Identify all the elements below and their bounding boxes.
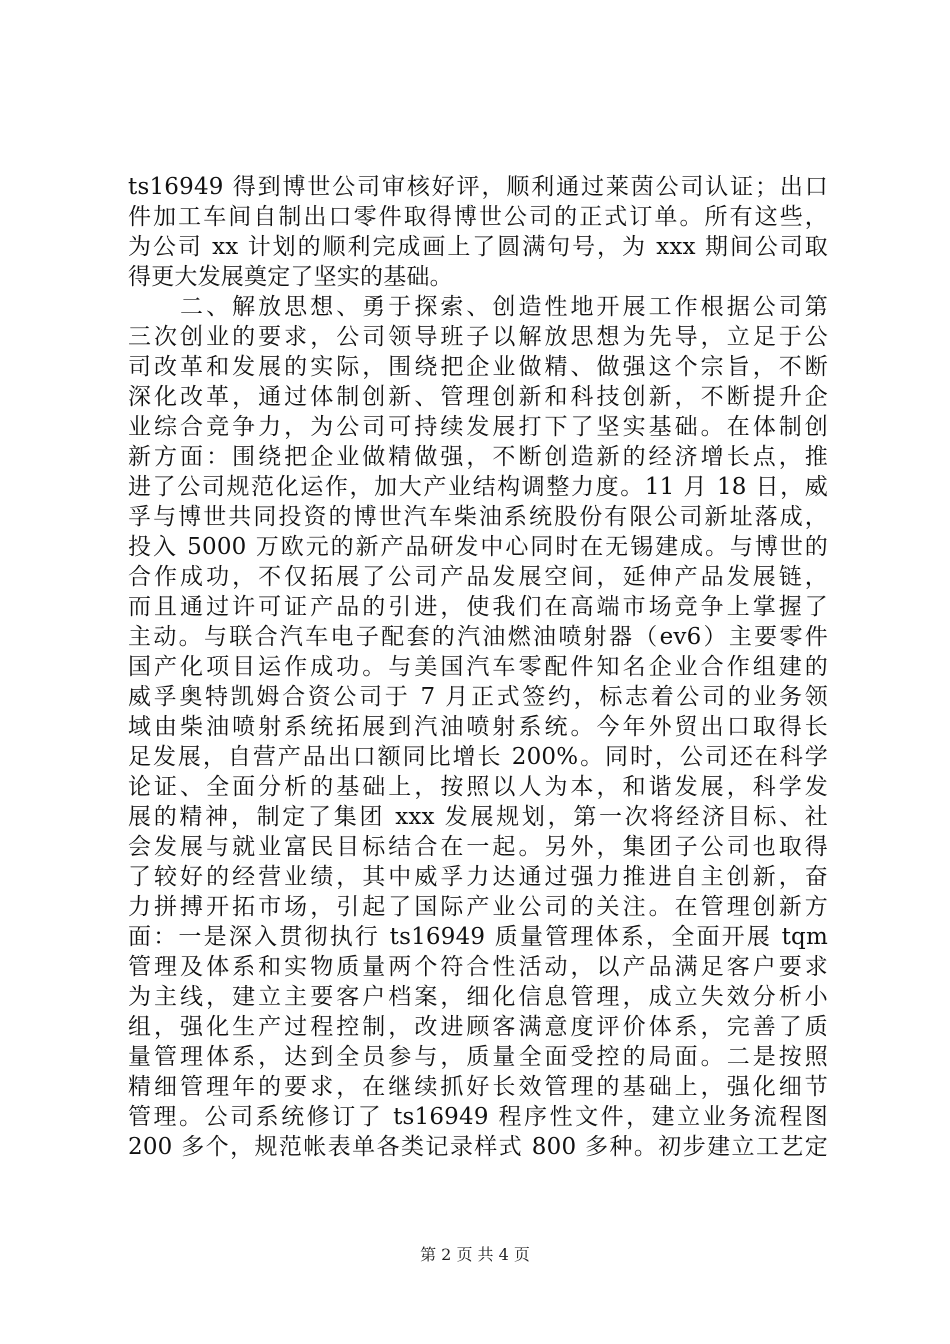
text-line: 了较好的经营业绩，其中威孚力达通过强力推进自主创新，奋 bbox=[128, 864, 828, 890]
text-line: 威孚奥特凯姆合资公司于 7 月正式签约，标志着公司的业务领 bbox=[128, 684, 828, 710]
text-line: 力拼搏开拓市场，引起了国际产业公司的关注。在管理创新方 bbox=[128, 894, 828, 920]
text-line: 面：一是深入贯彻执行 ts16949 质量管理体系，全面开展 tqm bbox=[128, 924, 828, 950]
text-line: 合作成功，不仅拓展了公司产品发展空间，延伸产品发展链， bbox=[128, 564, 828, 590]
page-footer: 第 2 页 共 4 页 bbox=[420, 1245, 530, 1264]
text-line: 会发展与就业富民目标结合在一起。另外，集团子公司也取得 bbox=[128, 834, 828, 860]
text-line: 司改革和发展的实际，围绕把企业做精、做强这个宗旨，不断 bbox=[128, 354, 828, 380]
text-line: ts16949 得到博世公司审核好评，顺利通过莱茵公司认证；出口 bbox=[128, 174, 828, 200]
text-line: 件加工车间自制出口零件取得博世公司的正式订单。所有这些， bbox=[128, 204, 828, 230]
text-line: 投入 5000 万欧元的新产品研发中心同时在无锡建成。与博世的 bbox=[128, 534, 828, 560]
text-line: 展的精神，制定了集团 xxx 发展规划，第一次将经济目标、社 bbox=[128, 804, 828, 830]
text-line: 管理及体系和实物质量两个符合性活动，以产品满足客户要求 bbox=[128, 954, 828, 980]
text-line: 得更大发展奠定了坚实的基础。 bbox=[128, 264, 453, 290]
text-line: 而且通过许可证产品的引进，使我们在高端市场竞争上掌握了 bbox=[128, 594, 828, 620]
text-line: 进了公司规范化运作，加大产业结构调整力度。11 月 18 日，威 bbox=[128, 474, 828, 500]
text-line: 为主线，建立主要客户档案，细化信息管理，成立失效分析小 bbox=[128, 984, 828, 1010]
text-line: 二、解放思想、勇于探索、创造性地开展工作根据公司第 bbox=[128, 294, 828, 320]
text-line: 业综合竞争力，为公司可持续发展打下了坚实基础。在体制创 bbox=[128, 414, 828, 440]
text-line: 深化改革，通过体制创新、管理创新和科技创新，不断提升企 bbox=[128, 384, 828, 410]
text-line: 孚与博世共同投资的博世汽车柴油系统股份有限公司新址落成， bbox=[128, 504, 828, 530]
text-line: 国产化项目运作成功。与美国汽车零配件知名企业合作组建的 bbox=[128, 654, 828, 680]
text-line: 量管理体系，达到全员参与，质量全面受控的局面。二是按照 bbox=[128, 1044, 828, 1070]
body-text bbox=[128, 172, 828, 1162]
text-line: 三次创业的要求，公司领导班子以解放思想为先导，立足于公 bbox=[128, 324, 828, 350]
text-line: 论证、全面分析的基础上，按照以人为本，和谐发展，科学发 bbox=[128, 774, 828, 800]
text-line: 精细管理年的要求，在继续抓好长效管理的基础上，强化细节 bbox=[128, 1074, 828, 1100]
text-line: 主动。与联合汽车电子配套的汽油燃油喷射器（ev6）主要零件 bbox=[128, 624, 828, 650]
text-line: 为公司 xx 计划的顺利完成画上了圆满句号，为 xxx 期间公司取 bbox=[128, 234, 828, 260]
text-line: 足发展，自营产品出口额同比增长 200%。同时，公司还在科学 bbox=[128, 744, 828, 770]
text-line: 域由柴油喷射系统拓展到汽油喷射系统。今年外贸出口取得长 bbox=[128, 714, 828, 740]
text-line: 200 多个，规范帐表单各类记录样式 800 多种。初步建立工艺定 bbox=[128, 1134, 828, 1160]
text-line: 管理。公司系统修订了 ts16949 程序性文件，建立业务流程图 bbox=[128, 1104, 828, 1130]
text-line: 组，强化生产过程控制，改进顾客满意度评价体系，完善了质 bbox=[128, 1014, 828, 1040]
text-line: 新方面：围绕把企业做精做强，不断创造新的经济增长点，推 bbox=[128, 444, 828, 470]
